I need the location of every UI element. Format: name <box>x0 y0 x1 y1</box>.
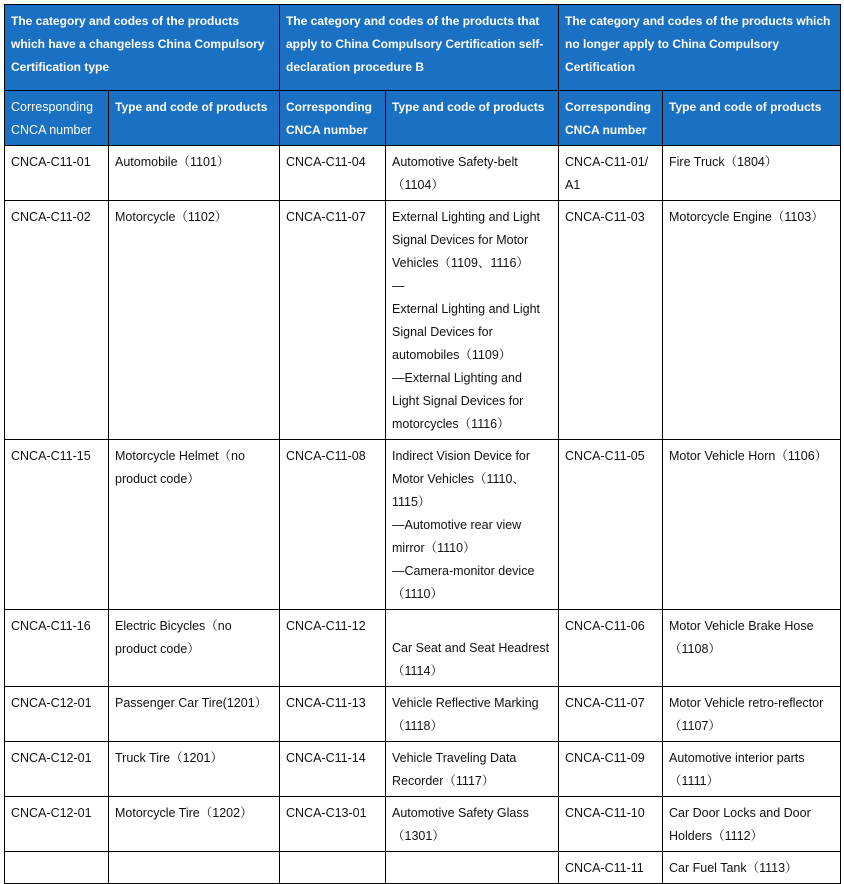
product-type-line: Car Seat and Seat Headrest（1114） <box>392 641 550 678</box>
cnca-number-cell: CNCA-C11-06 <box>559 610 663 687</box>
product-type-cell <box>386 610 559 687</box>
sub-header-cnca-number: Corresponding CNCA number <box>559 91 663 146</box>
product-type-cell: Motorcycle Engine（1103） <box>663 201 841 440</box>
cnca-number-cell: CNCA-C11-03 <box>559 201 663 440</box>
product-type-cell: Fire Truck（1804） <box>663 146 841 201</box>
cnca-number-cell: CNCA-C11-13 <box>280 687 386 742</box>
product-type-cell: Electric Bicycles（no product code） <box>109 610 280 687</box>
cnca-number-cell: CNCA-C11-11 <box>559 852 663 884</box>
product-type-cell <box>386 797 559 852</box>
product-type-line: Vehicle Traveling Data Recorder（1117） <box>392 751 517 788</box>
product-type-cell <box>386 852 559 884</box>
product-type-cell: Car Door Locks and Door Holders（1112） <box>663 797 841 852</box>
cnca-number-cell: CNCA-C11-07 <box>280 201 386 440</box>
table-row <box>5 687 841 742</box>
sub-header-type-code: Type and code of products <box>663 91 841 146</box>
product-type-cell: Motorcycle Tire（1202） <box>109 797 280 852</box>
cnca-number-cell: CNCA-C13-01 <box>280 797 386 852</box>
cnca-number-cell: CNCA-C12-01 <box>5 742 109 797</box>
product-type-line: External Lighting and Light Signal Devices for automobiles（1109） <box>392 302 541 362</box>
product-type-line: Vehicle Reflective Marking （1118） <box>392 696 539 733</box>
cnca-number-cell: CNCA-C11-10 <box>559 797 663 852</box>
cnca-number-cell: CNCA-C11-01 <box>5 146 109 201</box>
product-type-line: —External Lighting and Light Signal Devices for motorcycles（1116） <box>392 371 524 431</box>
product-type-cell: Automotive interior parts （1111） <box>663 742 841 797</box>
product-type-cell <box>386 742 559 797</box>
cnca-number-cell <box>280 852 386 884</box>
table-row <box>5 146 841 201</box>
product-type-cell <box>386 687 559 742</box>
cnca-number-cell <box>5 852 109 884</box>
table-row <box>5 742 841 797</box>
product-type-cell <box>386 440 559 610</box>
product-type-cell: Motor Vehicle retro-reflector（1107） <box>663 687 841 742</box>
product-type-line: Indirect Vision Device for Motor Vehicles（1110、1115） <box>392 449 531 509</box>
table-row <box>5 797 841 852</box>
product-type-cell: Passenger Car Tire(1201） <box>109 687 280 742</box>
product-type-line: —Automotive rear view mirror（1110） <box>392 518 522 555</box>
sub-header-type-code: Type and code of products <box>386 91 559 146</box>
sub-header-cnca-number: Corresponding CNCA number <box>5 91 109 146</box>
product-type-line: —Camera-monitor device （1110） <box>392 564 535 601</box>
product-type-cell <box>109 852 280 884</box>
product-type-cell <box>386 201 559 440</box>
cnca-number-cell: CNCA-C12-01 <box>5 797 109 852</box>
product-type-line: External Lighting and Light Signal Devices for Motor Vehicles（1109、1116） <box>392 210 541 270</box>
product-type-cell: Motorcycle Helmet（no product code） <box>109 440 280 610</box>
group-header-self-declaration: The category and codes of the products that apply to China Compulsory Certification self-declaration procedure B <box>280 5 559 91</box>
cnca-number-cell: CNCA-C11-01/ A1 <box>559 146 663 201</box>
cnca-number-cell: CNCA-C11-09 <box>559 742 663 797</box>
cnca-number-cell: CNCA-C11-05 <box>559 440 663 610</box>
cnca-number-cell: CNCA-C11-07 <box>559 687 663 742</box>
cnca-number-cell: CNCA-C11-15 <box>5 440 109 610</box>
table-row <box>5 440 841 610</box>
cnca-number-cell: CNCA-C12-01 <box>5 687 109 742</box>
table-row <box>5 852 841 884</box>
sub-header-type-code: Type and code of products <box>109 91 280 146</box>
product-type-cell: Truck Tire（1201） <box>109 742 280 797</box>
product-type-cell: Motor Vehicle Horn（1106） <box>663 440 841 610</box>
product-type-cell: Motor Vehicle Brake Hose （1108） <box>663 610 841 687</box>
group-header-changeless: The category and codes of the products which have a changeless China Compulsory Certification type <box>5 5 280 91</box>
product-type-cell: Car Fuel Tank（1113） <box>663 852 841 884</box>
cnca-number-cell: CNCA-C11-04 <box>280 146 386 201</box>
product-type-line: Automotive Safety Glass （1301） <box>392 806 529 843</box>
product-type-line: — <box>392 279 405 293</box>
cnca-number-cell: CNCA-C11-12 <box>280 610 386 687</box>
group-header-no-longer-apply: The category and codes of the products which no longer apply to China Compulsory Certification <box>559 5 841 91</box>
cnca-number-cell: CNCA-C11-02 <box>5 201 109 440</box>
sub-header-cnca-number: Corresponding CNCA number <box>280 91 386 146</box>
table-row <box>5 610 841 687</box>
cnca-number-cell: CNCA-C11-16 <box>5 610 109 687</box>
product-type-cell: Motorcycle（1102） <box>109 201 280 440</box>
cnca-number-cell: CNCA-C11-08 <box>280 440 386 610</box>
product-type-cell: Automobile（1101） <box>109 146 280 201</box>
product-type-line: Automotive Safety-belt （1104） <box>392 155 518 192</box>
table-row <box>5 201 841 440</box>
product-type-cell <box>386 146 559 201</box>
cnca-number-cell: CNCA-C11-14 <box>280 742 386 797</box>
ccc-product-table <box>4 4 841 884</box>
